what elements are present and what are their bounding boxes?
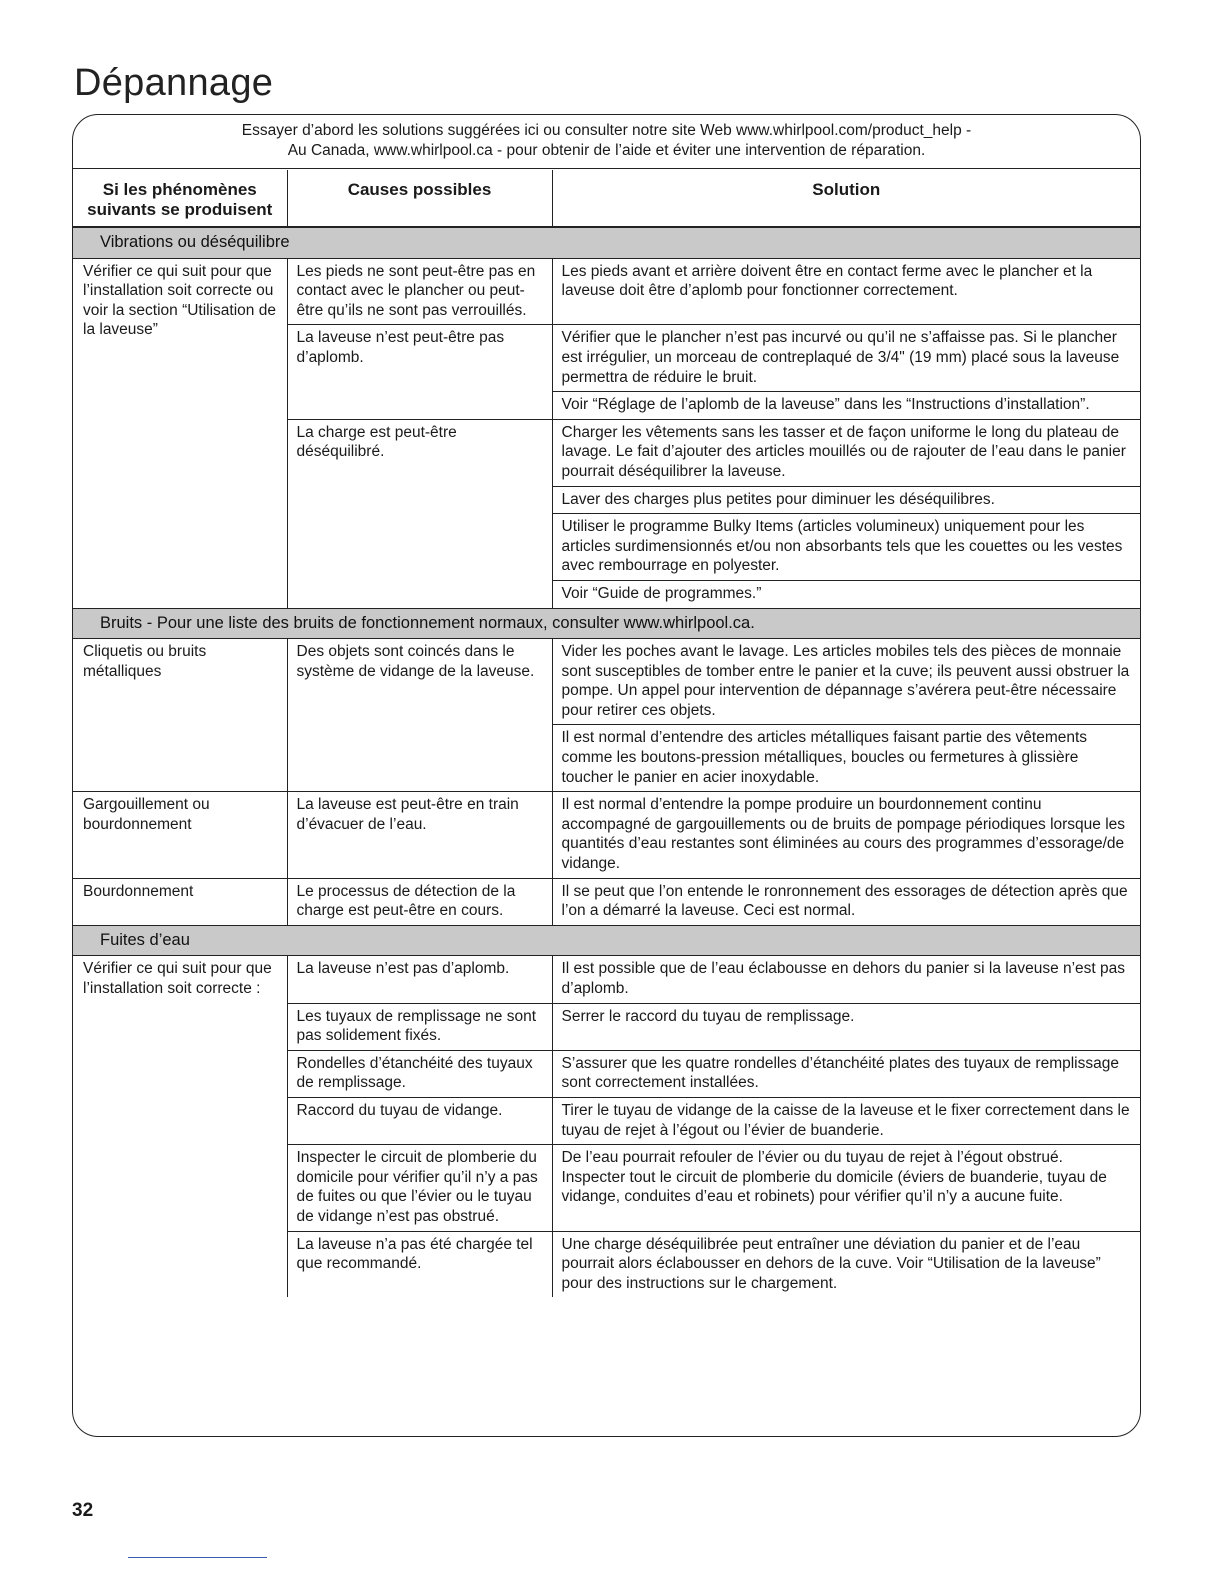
section-header-row xyxy=(73,227,1140,258)
solution-cell: Vérifier que le plancher n’est pas incurvé ou qu’il ne s’affaisse pas. Si le plancher est irrégulier, un morceau de contreplaqué de 3/4" (19 mm) placé sous la laveuse permettra de réduire le bruit. xyxy=(552,325,1140,392)
solution-cell: Il est normal d’entendre la pompe produire un bourdonnement continu accompagné de gargouillements ou de bruits de pompage périodiques lorsque les quantités d’eau restantes sont éliminées au cours des programmes d’essorage/de vidange. xyxy=(552,792,1140,878)
troubleshooting-frame xyxy=(72,114,1141,1437)
symptom-cell: Vérifier ce qui suit pour que l’installation soit correcte ou voir la section “Utilisation de la laveuse” xyxy=(73,258,287,608)
section-title: Vibrations ou déséquilibre xyxy=(73,227,1140,258)
table-row xyxy=(73,878,1140,925)
symptom-cell: Vérifier ce qui suit pour que l’installation soit correcte : xyxy=(73,956,287,1297)
solution-cell: Laver des charges plus petites pour diminuer les déséquilibres. xyxy=(552,486,1140,514)
table-header-row xyxy=(73,170,1140,227)
cause-cell: La laveuse n’est pas d’aplomb. xyxy=(287,956,552,1003)
cause-cell: La laveuse n’est peut-être pas d’aplomb. xyxy=(287,325,552,419)
table-body xyxy=(73,227,1140,1297)
header-symptom: Si les phénomènes suivants se produisent xyxy=(73,170,287,227)
symptom-cell: Bourdonnement xyxy=(73,878,287,925)
solution-cell: Voir “Réglage de l’aplomb de la laveuse” dans les “Instructions d’installation”. xyxy=(552,392,1140,420)
page-title: Dépannage xyxy=(74,62,274,104)
cause-cell: La laveuse n’a pas été chargée tel que recommandé. xyxy=(287,1231,552,1297)
solution-cell: Tirer le tuyau de vidange de la caisse de la laveuse et le fixer correctement dans le tuyau de rejet à l’égout ou l’évier de buanderie. xyxy=(552,1097,1140,1144)
solution-cell: Il est possible que de l’eau éclabousse en dehors du panier si la laveuse n’est pas d’aplomb. xyxy=(552,956,1140,1003)
symptom-cell: Cliquetis ou bruits métalliques xyxy=(73,639,287,792)
page-number: 32 xyxy=(72,1500,94,1521)
cause-cell: La laveuse est peut-être en train d’évacuer de l’eau. xyxy=(287,792,552,878)
solution-cell: Charger les vêtements sans les tasser et de façon uniforme le long du plateau de lavage. Le fait d’ajouter des articles mouillés ou de rajouter de l’eau dans le panier pourrait déséquilibrer la laveuse. xyxy=(552,419,1140,486)
cause-cell: Le processus de détection de la charge est peut-être en cours. xyxy=(287,878,552,925)
footer-divider xyxy=(128,1557,267,1558)
section-header-row xyxy=(73,925,1140,956)
troubleshooting-table xyxy=(73,170,1140,1297)
intro-text xyxy=(73,115,1140,169)
section-title: Fuites d’eau xyxy=(73,925,1140,956)
solution-cell: Il se peut que l’on entende le ronronnement des essorages de détection après que l’on a démarré la laveuse. Ceci est normal. xyxy=(552,878,1140,925)
solution-cell: De l’eau pourrait refouler de l’évier ou du tuyau de rejet à l’égout obstrué. Inspecter tout le circuit de plomberie du domicile (éviers de buanderie, tuyau de vidange, conduites d’eau et robinets) pour vérifier qu’il n’y a aucune fuite. xyxy=(552,1145,1140,1231)
symptom-cell: Gargouillement ou bourdonnement xyxy=(73,792,287,878)
section-title: Bruits - Pour une liste des bruits de fonctionnement normaux, consulter www.whirlpool.ca. xyxy=(73,608,1140,639)
cause-cell: Raccord du tuyau de vidange. xyxy=(287,1097,552,1144)
intro-line-1: Essayer d’abord les solutions suggérées ici ou consulter notre site Web www.whirlpool.com/product_help - xyxy=(241,122,972,139)
section-header-row xyxy=(73,608,1140,639)
solution-cell: Une charge déséquilibrée peut entraîner une déviation du panier et de l’eau pourrait alors éclabousser en dehors de la cuve. Voir “Utilisation de la laveuse” pour des instructions sur le chargement. xyxy=(552,1231,1140,1297)
intro-line-2: Au Canada, www.whirlpool.ca - pour obtenir de l’aide et éviter une intervention de réparation. xyxy=(287,142,926,159)
solution-cell: Il est normal d’entendre des articles métalliques faisant partie des vêtements comme les boutons-pression métalliques, boucles ou fermetures à glissière toucher le panier en acier inoxydable. xyxy=(552,725,1140,792)
cause-cell: Les tuyaux de remplissage ne sont pas solidement fixés. xyxy=(287,1003,552,1050)
cause-cell: Les pieds ne sont peut-être pas en contact avec le plancher ou peut-être qu’ils ne sont pas verrouillés. xyxy=(287,258,552,325)
solution-cell: Utiliser le programme Bulky Items (articles volumineux) uniquement pour les articles surdimensionnés et/ou non absorbants tels que les couettes ou les vestes avec rembourrage en polyester. xyxy=(552,514,1140,581)
header-cause: Causes possibles xyxy=(287,170,552,227)
cause-cell: La charge est peut-être déséquilibré. xyxy=(287,419,552,608)
solution-cell: Voir “Guide de programmes.” xyxy=(552,580,1140,608)
solution-cell: Vider les poches avant le lavage. Les articles mobiles tels des pièces de monnaie sont susceptibles de tomber entre le panier et la cuve; ils peuvent aussi obstruer la pompe. Un appel pour intervention de dépannage s’avérera peut-être nécessaire pour retirer ces objets. xyxy=(552,639,1140,725)
cause-cell: Inspecter le circuit de plomberie du domicile pour vérifier qu’il n’y a pas de fuites ou que l’évier ou le tuyau de vidange n’est pas obstrué. xyxy=(287,1145,552,1231)
table-row xyxy=(73,956,1140,1003)
table-row xyxy=(73,639,1140,725)
header-solution: Solution xyxy=(812,180,881,199)
cause-cell: Des objets sont coincés dans le système de vidange de la laveuse. xyxy=(287,639,552,792)
table-row xyxy=(73,258,1140,325)
solution-cell: S’assurer que les quatre rondelles d’étanchéité plates des tuyaux de remplissage sont correctement installées. xyxy=(552,1050,1140,1097)
cause-cell: Rondelles d’étanchéité des tuyaux de remplissage. xyxy=(287,1050,552,1097)
table-row xyxy=(73,792,1140,878)
solution-cell: Serrer le raccord du tuyau de remplissage. xyxy=(552,1003,1140,1050)
solution-cell: Les pieds avant et arrière doivent être en contact ferme avec le plancher et la laveuse doit être d’aplomb pour fonctionner correctement. xyxy=(552,258,1140,325)
